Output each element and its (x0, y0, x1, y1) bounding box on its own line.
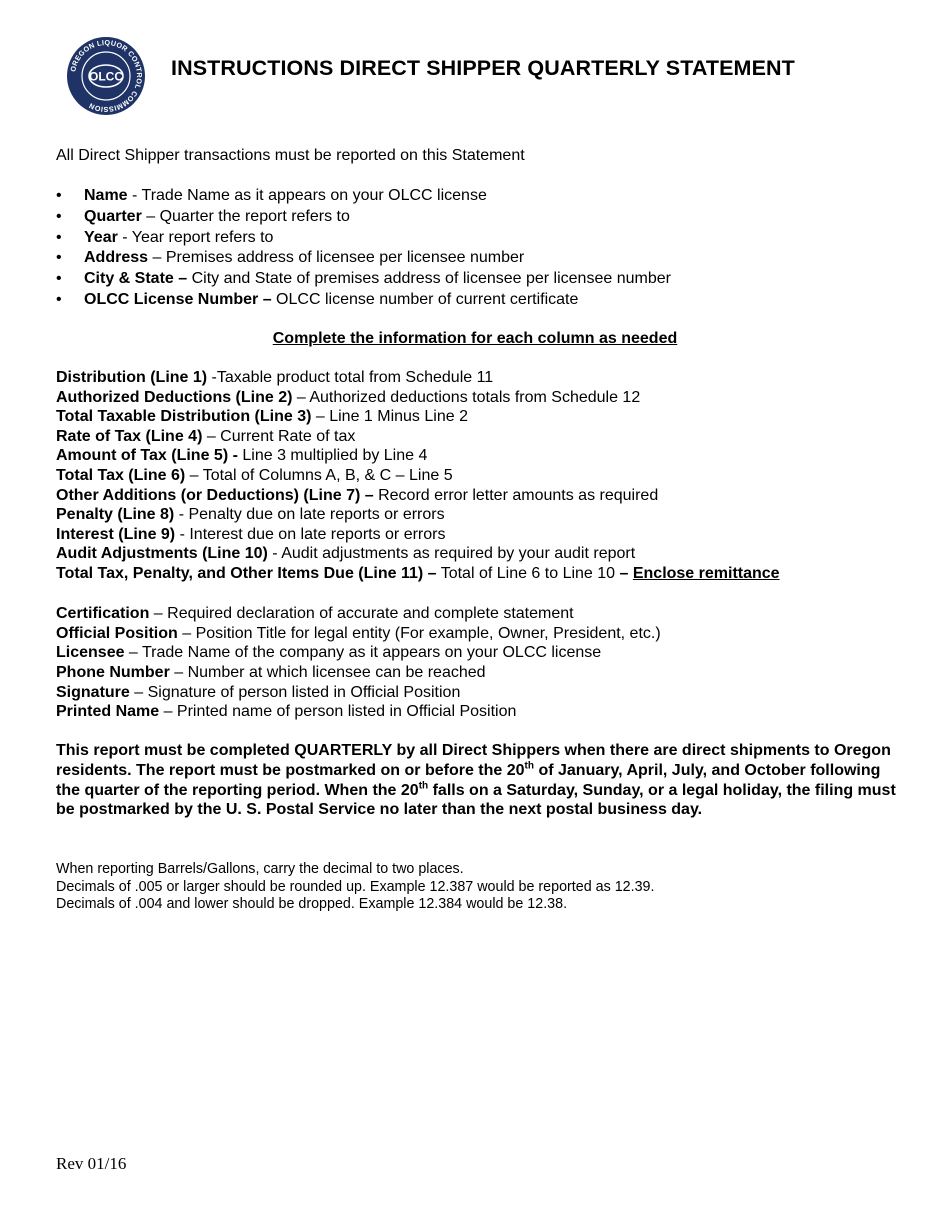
desc: - Trade Name as it appears on your OLCC license (127, 187, 487, 204)
revision-label: Rev 01/16 (56, 1154, 127, 1173)
term: OLCC License Number – (84, 290, 272, 308)
desc: OLCC license number of current certificate (271, 290, 579, 308)
term: Quarter (84, 207, 142, 225)
line-item (56, 486, 780, 506)
line-item (56, 702, 661, 722)
desc: – Total of Columns A, B, & C – Line 5 (185, 466, 453, 484)
term: Total Taxable Distribution (Line 3) (56, 408, 312, 426)
desc: - Interest due on late reports or errors (175, 525, 446, 543)
term: Name (84, 187, 128, 204)
term: Total Tax, Penalty, and Other Items Due (Line 11) – (56, 564, 437, 582)
line-definitions (56, 368, 780, 584)
term: Audit Adjustments (Line 10) (56, 545, 268, 563)
logo-center-text: OLCC (89, 69, 123, 84)
line-item (56, 466, 780, 486)
term: Certification (56, 605, 150, 622)
term: Other Additions (or Deductions) (Line 7) – (56, 486, 374, 504)
term: Total Tax (Line 6) (56, 466, 186, 484)
bullet-icon: • (56, 207, 62, 225)
note-line: Decimals of .005 or larger should be rounded up. Example 12.387 would be reported as 12.39. (56, 878, 655, 895)
term: Interest (Line 9) (56, 525, 176, 543)
desc: – Number at which licensee can be reached (169, 664, 486, 682)
notice-part: of January, April, July, and October following the quarter of the reporting period. When the 20 (56, 761, 881, 799)
line-item (56, 683, 661, 703)
line-item (56, 544, 780, 564)
bullet-icon: • (56, 290, 62, 308)
notice-part: This report must be completed QUARTERLY by all Direct Shippers when there are direct shipments to Oregon residents. The report must be postmarked on or before the 20 (56, 742, 891, 779)
line-item (56, 525, 780, 545)
term: Penalty (Line 8) (56, 506, 175, 524)
line-item (56, 446, 780, 466)
line-item (56, 604, 661, 624)
section-subheading: Complete the information for each column as needed (272, 330, 678, 347)
term: Phone Number (56, 664, 170, 682)
line-item (56, 505, 780, 525)
list-item (56, 228, 671, 249)
term: Year (84, 228, 118, 246)
term: Authorized Deductions (Line 2) (56, 388, 293, 406)
desc: - Year report refers to (117, 228, 274, 246)
desc: – Authorized deductions totals from Schedule 12 (292, 388, 641, 406)
notice-part: falls on a Saturday, Sunday, or a legal holiday, the filing must be postmarked by the U. S. Postal Service no later than the next postal business day. (56, 781, 896, 819)
desc: - Audit adjustments as required by your audit report (267, 545, 636, 563)
bullet-icon: • (56, 228, 62, 246)
rounding-notes (56, 861, 654, 914)
desc: – Quarter the report refers to (141, 207, 350, 225)
term: Rate of Tax (Line 4) (56, 427, 203, 445)
enclose-remittance: Enclose remittance (632, 564, 780, 582)
bullet-icon: • (56, 187, 62, 204)
ordinal-suffix: th (524, 760, 534, 772)
line-item (56, 388, 780, 408)
desc: – Required declaration of accurate and complete statement (149, 605, 574, 622)
bullet-icon: • (56, 249, 62, 267)
desc: – Line 1 Minus Line 2 (311, 408, 468, 426)
list-item (56, 290, 671, 311)
desc: – Trade Name of the company as it appears on your OLCC license (124, 644, 602, 662)
list-item (56, 207, 671, 228)
desc: – Current Rate of tax (202, 427, 356, 445)
line-item (56, 643, 661, 663)
filing-notice (56, 741, 896, 820)
page-title: INSTRUCTIONS DIRECT SHIPPER QUARTERLY STATEMENT (171, 56, 795, 80)
term: Printed Name (56, 703, 160, 721)
desc: -Taxable product total from Schedule 11 (207, 369, 494, 386)
desc: - Penalty due on late reports or errors (174, 506, 445, 524)
olcc-logo (66, 36, 146, 116)
line-item (56, 368, 780, 388)
list-item (56, 248, 671, 269)
bullet-icon: • (56, 270, 62, 288)
desc: Total of Line 6 to Line 10 (436, 564, 620, 582)
line-item (56, 663, 661, 683)
line-item (56, 407, 780, 427)
certification-definitions (56, 604, 661, 722)
dash: – (619, 564, 633, 582)
desc: City and State of premises address of licensee per licensee number (187, 270, 671, 288)
line-item-total (56, 564, 780, 584)
desc: Line 3 multiplied by Line 4 (237, 447, 428, 465)
line-item (56, 427, 780, 447)
desc: – Signature of person listed in Official Position (129, 683, 461, 701)
term: Licensee (56, 644, 125, 662)
line-item (56, 624, 661, 644)
term: Signature (56, 683, 130, 701)
logo-ring-text: OREGON LIQUOR CONTROL COMMISSION (68, 37, 145, 115)
note-line: Decimals of .004 and lower should be dropped. Example 12.384 would be 12.38. (56, 896, 568, 913)
desc: – Position Title for legal entity (For example, Owner, President, etc.) (177, 624, 661, 642)
desc: Record error letter amounts as required (373, 486, 659, 504)
term: Distribution (Line 1) (56, 369, 208, 386)
desc: – Printed name of person listed in Official Position (159, 703, 517, 721)
term: Address (84, 249, 149, 267)
term: City & State – (84, 270, 188, 288)
desc: – Premises address of licensee per licensee number (148, 249, 525, 267)
intro-text: All Direct Shipper transactions must be reported on this Statement (56, 147, 525, 164)
field-bullet-list (56, 186, 671, 311)
term: Official Position (56, 624, 178, 642)
note-line: When reporting Barrels/Gallons, carry the decimal to two places. (56, 861, 464, 877)
term: Amount of Tax (Line 5) - (56, 447, 238, 465)
list-item (56, 269, 671, 290)
list-item (56, 186, 671, 207)
ordinal-suffix: th (418, 780, 429, 792)
